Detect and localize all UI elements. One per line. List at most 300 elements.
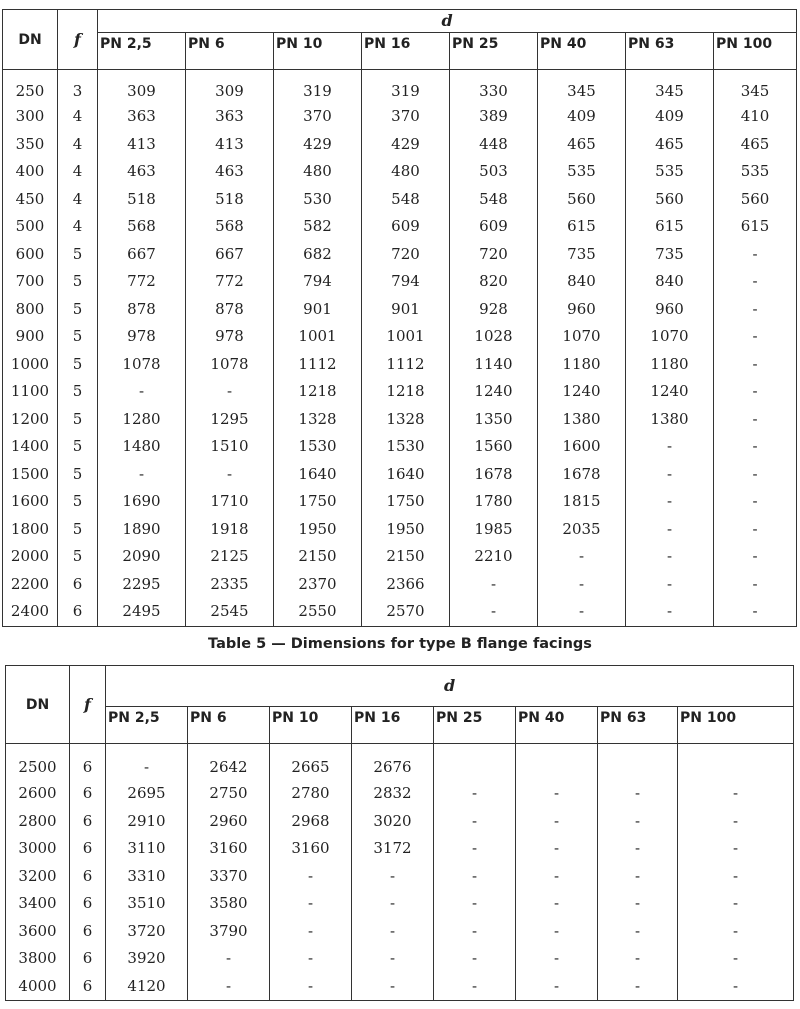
d-value-cell: 1640	[274, 461, 362, 489]
d-value-cell: -	[188, 973, 270, 1001]
d-value-cell: 901	[362, 296, 450, 324]
d-value-cell: -	[714, 351, 797, 379]
dn-cell: 1800	[3, 516, 58, 544]
d-value-cell: -	[270, 890, 352, 918]
d-value-cell: 363	[186, 103, 274, 131]
d-value-cell: -	[678, 945, 794, 973]
d-value-cell: -	[598, 780, 678, 808]
d-value-cell: 1112	[274, 351, 362, 379]
d-value-cell: 389	[450, 103, 538, 131]
f-cell: 6	[70, 890, 106, 918]
d-value-cell: 878	[186, 296, 274, 324]
d-value-cell: 1140	[450, 351, 538, 379]
d-value-cell: 1780	[450, 488, 538, 516]
pn-header: PN 16	[352, 707, 434, 744]
d-value-cell: -	[434, 945, 516, 973]
d-value-cell: 413	[186, 131, 274, 159]
d-value-cell: -	[626, 461, 714, 489]
d-value-cell: 615	[626, 213, 714, 241]
d-value-cell: -	[678, 890, 794, 918]
d-value-cell: 363	[98, 103, 186, 131]
table-row	[6, 835, 794, 863]
d-value-cell: 3310	[106, 863, 188, 891]
f-cell: 5	[58, 433, 98, 461]
d-value-cell: 2495	[98, 598, 186, 626]
pn-header: PN 25	[450, 33, 538, 70]
d-value-cell: 2968	[270, 808, 352, 836]
d-value-cell: 1985	[450, 516, 538, 544]
table-row	[3, 186, 797, 214]
f-cell: 5	[58, 516, 98, 544]
d-value-cell: 820	[450, 268, 538, 296]
d-value-cell: -	[516, 918, 598, 946]
table-row	[3, 296, 797, 324]
pn-header: PN 6	[188, 707, 270, 744]
d-value-cell: -	[352, 918, 434, 946]
d-value-cell: 2676	[352, 744, 434, 781]
d-value-cell: -	[598, 918, 678, 946]
d-value-cell: 309	[98, 70, 186, 104]
d-value-cell: -	[714, 571, 797, 599]
dn-cell: 1400	[3, 433, 58, 461]
d-value-cell: 1678	[538, 461, 626, 489]
d-value-cell: 960	[538, 296, 626, 324]
d-value-cell: -	[626, 598, 714, 626]
d-value-cell: -	[352, 973, 434, 1001]
f-cell: 5	[58, 323, 98, 351]
d-value-cell: -	[516, 780, 598, 808]
pn-header: PN 100	[678, 707, 794, 744]
d-value-cell: -	[516, 863, 598, 891]
table-row	[3, 433, 797, 461]
f-cell: 5	[58, 543, 98, 571]
d-value-cell: -	[352, 890, 434, 918]
d-value-cell: -	[714, 516, 797, 544]
f-cell: 5	[58, 461, 98, 489]
f-header: f	[70, 666, 106, 744]
d-value-cell: 3510	[106, 890, 188, 918]
d-value-cell: 3160	[270, 835, 352, 863]
d-value-cell: -	[434, 780, 516, 808]
d-value-cell: 2750	[188, 780, 270, 808]
table-body	[6, 744, 794, 1001]
pn-header: PN 63	[626, 33, 714, 70]
d-value-cell: 1690	[98, 488, 186, 516]
dn-cell: 2400	[3, 598, 58, 626]
d-value-cell: 370	[274, 103, 362, 131]
flange-dimensions-table-lower	[5, 665, 794, 1001]
d-value-cell: -	[450, 598, 538, 626]
d-value-cell: -	[598, 890, 678, 918]
d-value-cell: -	[516, 808, 598, 836]
d-value-cell: -	[538, 543, 626, 571]
d-value-cell: -	[98, 378, 186, 406]
d-value-cell: -	[270, 945, 352, 973]
table-row	[3, 241, 797, 269]
f-cell: 4	[58, 103, 98, 131]
d-value-cell: 535	[538, 158, 626, 186]
d-value-cell: 878	[98, 296, 186, 324]
d-value-cell: -	[678, 835, 794, 863]
dn-cell: 1100	[3, 378, 58, 406]
d-value-cell: -	[352, 863, 434, 891]
d-value-cell: 2335	[186, 571, 274, 599]
d-value-cell: -	[538, 571, 626, 599]
d-value-cell: 2910	[106, 808, 188, 836]
d-value-cell: 1530	[362, 433, 450, 461]
pn-header: PN 2,5	[106, 707, 188, 744]
d-header: d	[98, 10, 797, 33]
table-row	[6, 890, 794, 918]
d-value-cell: -	[714, 433, 797, 461]
table-row	[6, 780, 794, 808]
d-value-cell: 2665	[270, 744, 352, 781]
table-row	[3, 103, 797, 131]
dn-cell: 700	[3, 268, 58, 296]
f-cell: 6	[70, 835, 106, 863]
d-value-cell: 560	[626, 186, 714, 214]
d-value-cell: -	[186, 378, 274, 406]
dn-cell: 2800	[6, 808, 70, 836]
table-row	[3, 351, 797, 379]
d-value-cell: -	[598, 973, 678, 1001]
table-row	[3, 571, 797, 599]
d-value-cell: 1180	[626, 351, 714, 379]
f-cell: 6	[70, 973, 106, 1001]
d-value-cell: -	[598, 863, 678, 891]
d-header: d	[106, 666, 794, 707]
d-value-cell: 1678	[450, 461, 538, 489]
table-body	[3, 70, 797, 627]
d-value-cell: 1328	[274, 406, 362, 434]
table-row	[6, 744, 794, 781]
f-cell: 3	[58, 70, 98, 104]
f-cell: 5	[58, 488, 98, 516]
d-value-cell: 1240	[626, 378, 714, 406]
d-value-cell: 345	[626, 70, 714, 104]
d-value-cell: -	[714, 406, 797, 434]
d-value-cell: 1890	[98, 516, 186, 544]
f-cell: 5	[58, 378, 98, 406]
d-value-cell: 682	[274, 241, 362, 269]
d-value-cell: -	[678, 863, 794, 891]
d-value-cell: 463	[98, 158, 186, 186]
table-row	[3, 323, 797, 351]
d-value-cell: 794	[274, 268, 362, 296]
d-value-cell: -	[714, 378, 797, 406]
dn-cell: 350	[3, 131, 58, 159]
f-cell: 6	[58, 598, 98, 626]
d-value-cell: -	[538, 598, 626, 626]
d-value-cell: 1380	[538, 406, 626, 434]
d-value-cell: 480	[274, 158, 362, 186]
d-value-cell: 615	[538, 213, 626, 241]
d-value-cell: 2780	[270, 780, 352, 808]
d-value-cell: 2550	[274, 598, 362, 626]
d-value-cell: 1510	[186, 433, 274, 461]
dn-cell: 1200	[3, 406, 58, 434]
f-header: f	[58, 10, 98, 70]
d-value-cell: -	[714, 488, 797, 516]
d-value-cell: 4120	[106, 973, 188, 1001]
table-row	[3, 406, 797, 434]
table-row	[6, 973, 794, 1001]
dn-cell: 3200	[6, 863, 70, 891]
d-value-cell: 2370	[274, 571, 362, 599]
d-value-cell	[434, 744, 516, 781]
d-value-cell: 1350	[450, 406, 538, 434]
table-row	[3, 543, 797, 571]
d-value-cell: -	[714, 598, 797, 626]
d-value-cell: 413	[98, 131, 186, 159]
f-cell: 4	[58, 158, 98, 186]
dn-cell: 2500	[6, 744, 70, 781]
d-value-cell: -	[714, 323, 797, 351]
d-value-cell: -	[714, 543, 797, 571]
dn-cell: 2000	[3, 543, 58, 571]
d-value-cell: -	[598, 808, 678, 836]
d-value-cell: 548	[450, 186, 538, 214]
d-value-cell: 2125	[186, 543, 274, 571]
dn-cell: 1500	[3, 461, 58, 489]
dn-cell: 600	[3, 241, 58, 269]
dn-cell: 300	[3, 103, 58, 131]
d-value-cell: 370	[362, 103, 450, 131]
d-value-cell: 465	[714, 131, 797, 159]
d-value-cell: 2150	[274, 543, 362, 571]
f-cell: 4	[58, 131, 98, 159]
d-value-cell: 667	[186, 241, 274, 269]
dn-cell: 450	[3, 186, 58, 214]
d-value-cell: 309	[186, 70, 274, 104]
d-value-cell: 1380	[626, 406, 714, 434]
d-value-cell: 1600	[538, 433, 626, 461]
dn-cell: 2200	[3, 571, 58, 599]
d-value-cell: 720	[362, 241, 450, 269]
d-value-cell: -	[188, 945, 270, 973]
d-value-cell: 1180	[538, 351, 626, 379]
d-value-cell: 429	[274, 131, 362, 159]
d-value-cell: 2545	[186, 598, 274, 626]
f-cell: 6	[70, 808, 106, 836]
d-value-cell: 463	[186, 158, 274, 186]
d-value-cell: 530	[274, 186, 362, 214]
d-value-cell: 609	[362, 213, 450, 241]
d-value-cell: 518	[98, 186, 186, 214]
pn-header: PN 63	[598, 707, 678, 744]
d-value-cell: 3172	[352, 835, 434, 863]
d-value-cell: 3020	[352, 808, 434, 836]
table-caption: Table 5 — Dimensions for type B flange facings	[208, 636, 592, 652]
d-value-cell: 2366	[362, 571, 450, 599]
dn-cell: 250	[3, 70, 58, 104]
d-value-cell: -	[626, 433, 714, 461]
d-value-cell	[678, 744, 794, 781]
d-value-cell: 465	[538, 131, 626, 159]
d-value-cell: 2150	[362, 543, 450, 571]
d-value-cell: 1280	[98, 406, 186, 434]
d-value-cell: -	[434, 808, 516, 836]
d-value-cell: -	[270, 863, 352, 891]
table-row	[6, 863, 794, 891]
d-value-cell: 1640	[362, 461, 450, 489]
d-value-cell: 1001	[362, 323, 450, 351]
d-value-cell: 1070	[626, 323, 714, 351]
pn-header: PN 25	[434, 707, 516, 744]
d-value-cell: 1028	[450, 323, 538, 351]
d-value-cell: 1560	[450, 433, 538, 461]
d-value-cell: 1240	[538, 378, 626, 406]
pn-header: PN 6	[186, 33, 274, 70]
d-value-cell: 2960	[188, 808, 270, 836]
d-value-cell: 735	[626, 241, 714, 269]
table-row	[3, 158, 797, 186]
d-value-cell: 345	[538, 70, 626, 104]
dn-cell: 500	[3, 213, 58, 241]
d-value-cell: 1218	[274, 378, 362, 406]
d-value-cell: 3790	[188, 918, 270, 946]
pn-header: PN 10	[270, 707, 352, 744]
d-value-cell: 2570	[362, 598, 450, 626]
d-value-cell: -	[434, 890, 516, 918]
d-value-cell: 503	[450, 158, 538, 186]
d-value-cell: 1950	[274, 516, 362, 544]
d-value-cell: 794	[362, 268, 450, 296]
d-value-cell: -	[434, 835, 516, 863]
dn-cell: 900	[3, 323, 58, 351]
d-value-cell: 901	[274, 296, 362, 324]
d-value-cell: 1918	[186, 516, 274, 544]
f-cell: 5	[58, 241, 98, 269]
d-value-cell: -	[270, 973, 352, 1001]
d-value-cell: 319	[362, 70, 450, 104]
d-value-cell: -	[714, 241, 797, 269]
d-value-cell: -	[516, 890, 598, 918]
d-value-cell: -	[598, 835, 678, 863]
table-row	[6, 808, 794, 836]
f-cell: 4	[58, 213, 98, 241]
d-value-cell: 568	[186, 213, 274, 241]
d-value-cell: 2035	[538, 516, 626, 544]
dn-cell: 1000	[3, 351, 58, 379]
d-value-cell: 1710	[186, 488, 274, 516]
d-value-cell: 1750	[362, 488, 450, 516]
d-value-cell: -	[626, 516, 714, 544]
d-value-cell: -	[98, 461, 186, 489]
d-value-cell: -	[270, 918, 352, 946]
d-value-cell: 720	[450, 241, 538, 269]
f-cell: 5	[58, 351, 98, 379]
d-value-cell: 480	[362, 158, 450, 186]
dn-cell: 2600	[6, 780, 70, 808]
d-value-cell: 330	[450, 70, 538, 104]
d-value-cell: 1815	[538, 488, 626, 516]
dn-cell: 3400	[6, 890, 70, 918]
d-value-cell: 409	[538, 103, 626, 131]
f-cell: 6	[70, 863, 106, 891]
d-value-cell: 772	[186, 268, 274, 296]
d-value-cell: 1218	[362, 378, 450, 406]
table-row	[3, 516, 797, 544]
table-row	[6, 945, 794, 973]
d-value-cell: -	[678, 918, 794, 946]
d-value-cell: -	[714, 296, 797, 324]
d-value-cell: 772	[98, 268, 186, 296]
d-value-cell: 1078	[98, 351, 186, 379]
d-value-cell: 1750	[274, 488, 362, 516]
d-value-cell: -	[434, 973, 516, 1001]
d-value-cell: 465	[626, 131, 714, 159]
d-value-cell: -	[598, 945, 678, 973]
d-value-cell: 2642	[188, 744, 270, 781]
table-row	[3, 131, 797, 159]
d-value-cell: 345	[714, 70, 797, 104]
d-value-cell: 3110	[106, 835, 188, 863]
d-value-cell: 1480	[98, 433, 186, 461]
d-value-cell: -	[516, 973, 598, 1001]
d-value-cell: 3580	[188, 890, 270, 918]
d-value-cell: -	[450, 571, 538, 599]
d-value-cell: 409	[626, 103, 714, 131]
f-cell: 5	[58, 296, 98, 324]
dn-cell: 3800	[6, 945, 70, 973]
d-value-cell: 3920	[106, 945, 188, 973]
dn-cell: 800	[3, 296, 58, 324]
d-value-cell: 615	[714, 213, 797, 241]
d-value-cell: 840	[626, 268, 714, 296]
d-value-cell: 1295	[186, 406, 274, 434]
d-value-cell: 560	[538, 186, 626, 214]
d-value-cell: 2210	[450, 543, 538, 571]
d-value-cell: 3160	[188, 835, 270, 863]
d-value-cell: 978	[186, 323, 274, 351]
f-cell: 6	[58, 571, 98, 599]
d-value-cell: 1240	[450, 378, 538, 406]
d-value-cell	[516, 744, 598, 781]
dn-header: DN	[6, 666, 70, 744]
d-value-cell: -	[714, 461, 797, 489]
d-value-cell: 3370	[188, 863, 270, 891]
pn-header: PN 40	[538, 33, 626, 70]
d-value-cell: 410	[714, 103, 797, 131]
d-value-cell: 2832	[352, 780, 434, 808]
d-value-cell: 535	[714, 158, 797, 186]
d-value-cell: 928	[450, 296, 538, 324]
d-value-cell: -	[678, 973, 794, 1001]
d-value-cell: 1070	[538, 323, 626, 351]
pn-header: PN 10	[274, 33, 362, 70]
dn-cell: 400	[3, 158, 58, 186]
table-row	[3, 268, 797, 296]
d-value-cell: 568	[98, 213, 186, 241]
d-value-cell: 560	[714, 186, 797, 214]
d-value-cell: 840	[538, 268, 626, 296]
d-value-cell: 548	[362, 186, 450, 214]
d-value-cell: -	[434, 918, 516, 946]
d-value-cell: 978	[98, 323, 186, 351]
flange-dimensions-table-upper	[2, 9, 797, 627]
d-value-cell: 2295	[98, 571, 186, 599]
f-cell: 6	[70, 945, 106, 973]
d-value-cell: 1530	[274, 433, 362, 461]
table-row	[3, 598, 797, 626]
d-value-cell: 1001	[274, 323, 362, 351]
pn-header: PN 16	[362, 33, 450, 70]
table-row	[3, 378, 797, 406]
d-value-cell: 667	[98, 241, 186, 269]
d-value-cell: 1112	[362, 351, 450, 379]
d-value-cell: 735	[538, 241, 626, 269]
